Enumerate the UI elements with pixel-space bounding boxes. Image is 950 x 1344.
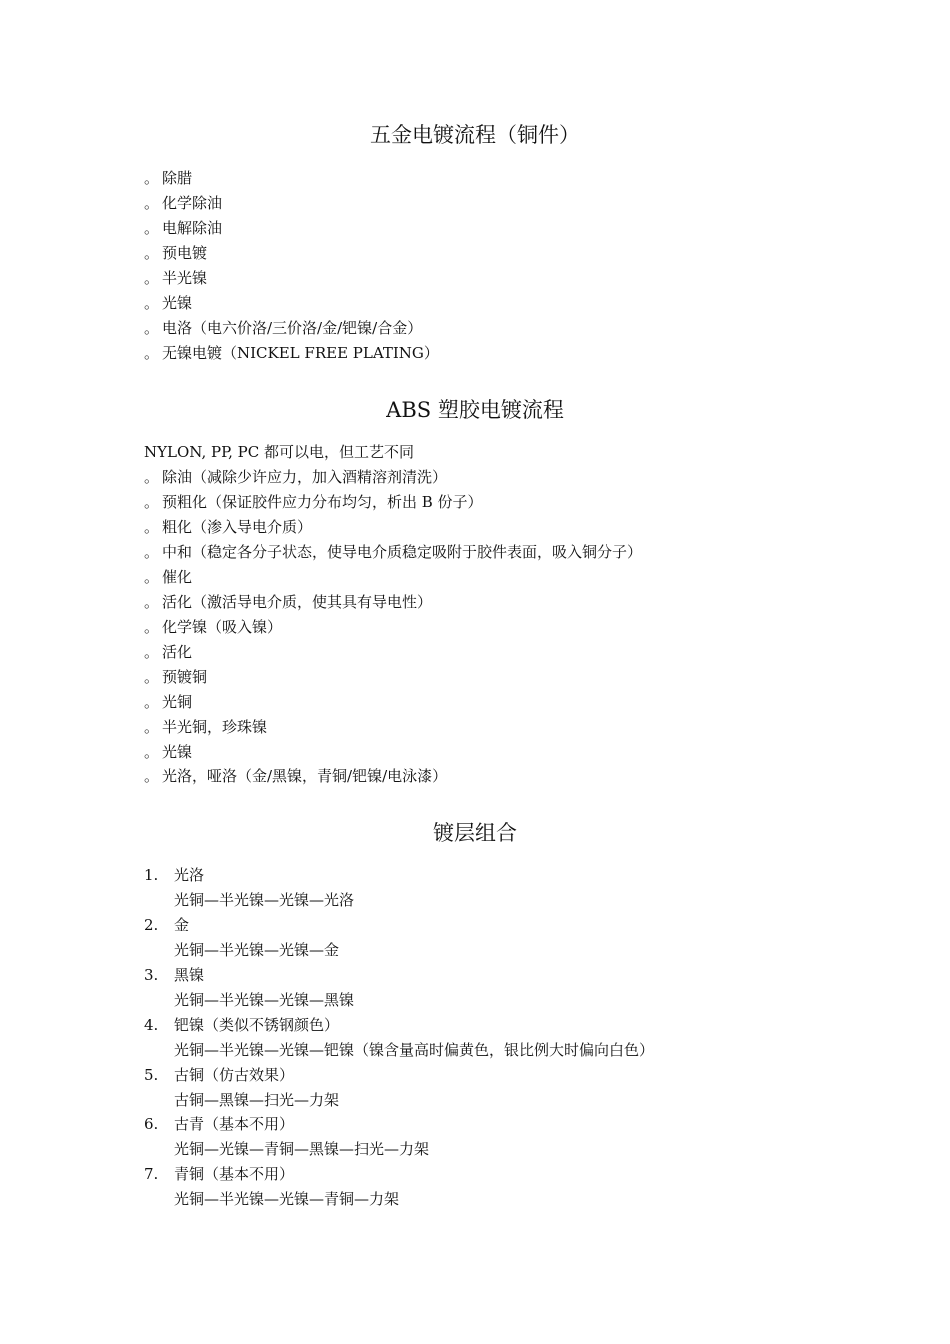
list-item: 。 半光镍: [144, 269, 208, 287]
bullet: 。: [144, 319, 160, 337]
combo-item: [144, 915, 189, 935]
section-title-abs-plating: ABS 塑胶电镀流程: [386, 398, 564, 422]
list-item: 。 中和（稳定各分子状态，使导电介质稳定吸附于胶件表面，吸入铜分子）: [144, 543, 643, 561]
list-item: 。 电洛（电六价洛/三价洛/金/钯镍/合金）: [144, 319, 423, 337]
section-title-coating-combinations: 镀层组合: [433, 821, 517, 845]
bullet: 。: [144, 618, 160, 636]
combo-name: 青铜（基本不用）: [174, 1165, 295, 1183]
combo-item: [144, 1065, 294, 1085]
bullet: 。: [144, 294, 160, 312]
combo-process: 光铜—光镍—青铜—黑镍—扫光—力架: [174, 1140, 430, 1158]
list-item: 。 预粗化（保证胶件应力分布均匀，析出 B 份子）: [144, 493, 483, 511]
combo-item: [144, 965, 204, 985]
combo-name: 光洛: [174, 866, 205, 884]
combo-number: 5.: [144, 1066, 159, 1084]
bullet: 。: [144, 693, 160, 711]
list-item: 。 预镀铜: [144, 668, 208, 686]
combo-item: [144, 1015, 339, 1035]
list-item: 。 预电镀: [144, 244, 208, 262]
bullet: 。: [144, 767, 160, 785]
list-item: 。 光镍: [144, 743, 193, 761]
combo-number: 1.: [144, 866, 159, 884]
list-item: 。 活化: [144, 643, 193, 661]
bullet: 。: [144, 468, 160, 486]
bullet: 。: [144, 493, 160, 511]
list-item: 。 催化: [144, 568, 193, 586]
combo-process: 光铜—半光镍—光镍—钯镍（镍含量高时偏黄色，银比例大时偏向白色）: [174, 1041, 655, 1059]
combo-item: [144, 1164, 294, 1184]
list-item: 。 除腊: [144, 169, 193, 187]
list-item: 。 半光铜，珍珠镍: [144, 718, 268, 736]
combo-number: 2.: [144, 916, 159, 934]
bullet: 。: [144, 593, 160, 611]
bullet: 。: [144, 743, 160, 761]
list-item: 。 化学除油: [144, 194, 223, 212]
combo-name: 黑镍: [174, 966, 205, 984]
bullet: 。: [144, 344, 160, 362]
combo-number: 7.: [144, 1165, 159, 1183]
list-item: 。 化学镍（吸入镍）: [144, 618, 283, 636]
bullet: 。: [144, 518, 160, 536]
combo-process: 古铜—黑镍—扫光—力架: [174, 1091, 340, 1109]
combo-name: 古青（基本不用）: [174, 1115, 295, 1133]
combo-name: 金: [174, 916, 190, 934]
combo-item: [144, 865, 204, 885]
bullet: 。: [144, 194, 160, 212]
section-title-hardware-plating: 五金电镀流程（铜件）: [370, 123, 580, 147]
list-item: 。 粗化（渗入导电介质）: [144, 518, 313, 536]
combo-process: 光铜—半光镍—光镍—青铜—力架: [174, 1190, 400, 1208]
list-item: 。 光镍: [144, 294, 193, 312]
bullet: 。: [144, 169, 160, 187]
combo-process: 光铜—半光镍—光镍—光洛: [174, 891, 355, 909]
combo-process: 光铜—半光镍—光镍—金: [174, 941, 340, 959]
bullet: 。: [144, 543, 160, 561]
combo-number: 4.: [144, 1016, 159, 1034]
bullet: 。: [144, 643, 160, 661]
intro-text: NYLON, PP, PC 都可以电，但工艺不同: [144, 443, 415, 461]
list-item: 。 活化（激活导电介质，使其具有导电性）: [144, 593, 433, 611]
list-item: 。 光铜: [144, 693, 193, 711]
list-item: 。 电解除油: [144, 219, 223, 237]
combo-number: 3.: [144, 966, 159, 984]
bullet: 。: [144, 668, 160, 686]
combo-name: 古铜（仿古效果）: [174, 1066, 295, 1084]
bullet: 。: [144, 718, 160, 736]
combo-number: 6.: [144, 1115, 159, 1133]
list-item: 。 除油（减除少许应力，加入酒精溶剂清洗）: [144, 468, 448, 486]
combo-item: [144, 1114, 294, 1134]
bullet: 。: [144, 269, 160, 287]
list-item: 。 无镍电镀（NICKEL FREE PLATING）: [144, 344, 439, 362]
combo-process: 光铜—半光镍—光镍—黑镍: [174, 991, 355, 1009]
bullet: 。: [144, 568, 160, 586]
list-item: 。 光洛，哑洛（金/黑镍，青铜/钯镍/电泳漆）: [144, 767, 448, 785]
bullet: 。: [144, 219, 160, 237]
combo-name: 钯镍（类似不锈钢颜色）: [174, 1016, 340, 1034]
bullet: 。: [144, 244, 160, 262]
